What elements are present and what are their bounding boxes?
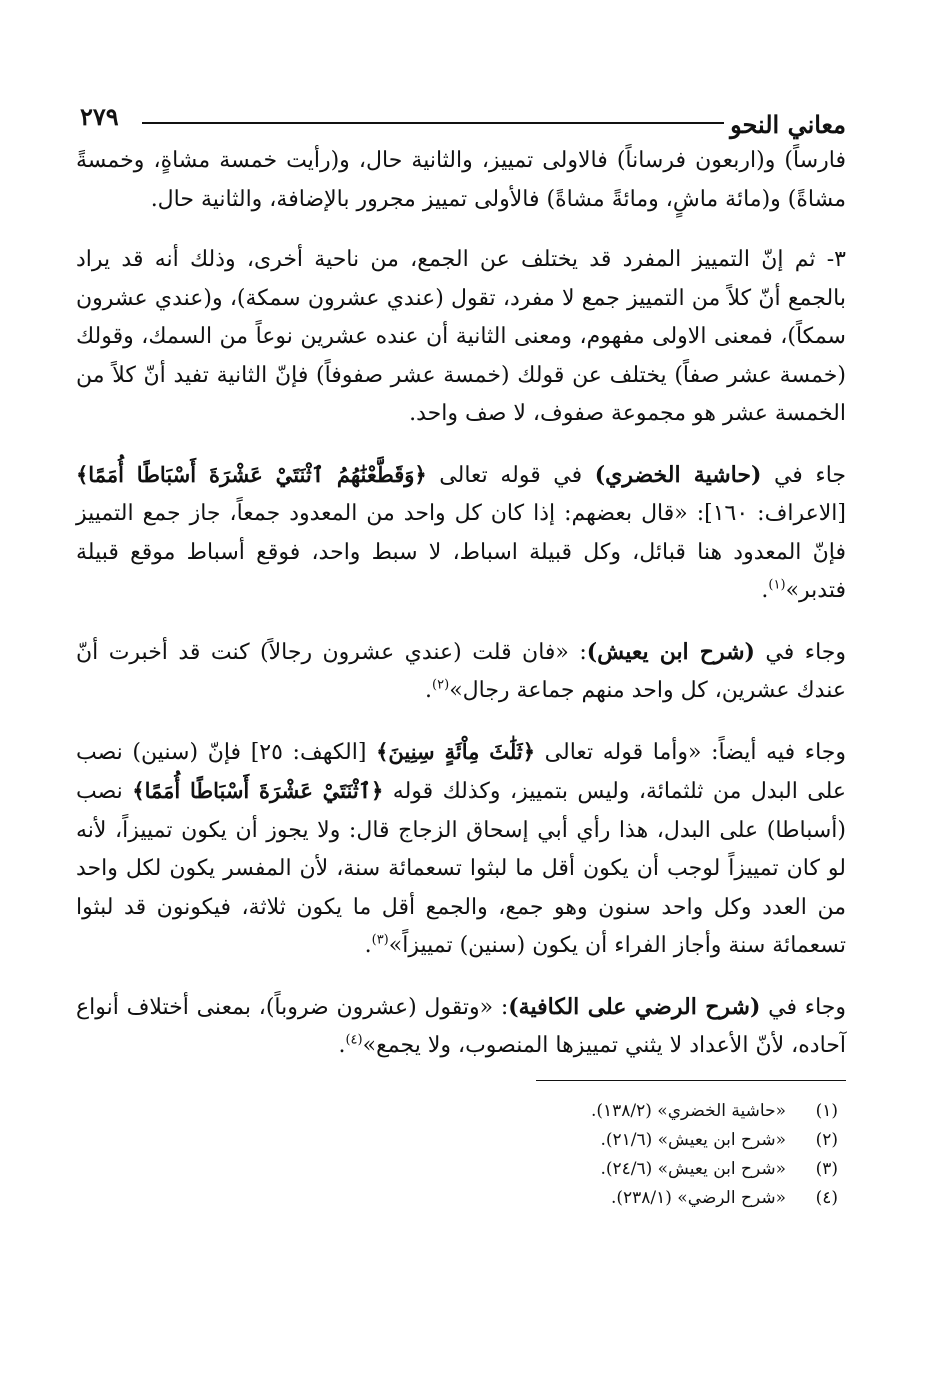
paragraph-2-text: ٣- ثم إنّ التمييز المفرد قد يختلف عن الجمع، من ناحية أخرى، وذلك أنه قد يراد بالجمع أنّ كلاً من التمييز جمع لا مفرد، تقول (عندي عشرون سمكة)، و(عندي عشرون سمكاً)، فمعنى الاولى مفهوم، ومعنى الثانية أن عنده عشرين نوعاً من السمك، وقولك (خمسة عشر صفاً) يختلف عن قولك (خمسة عشر صفوفاً) فإنّ الثانية تفيد أنّ كلاً من الخمسة عشر هو مجموعة صفوف، لا صف واحد. bbox=[76, 247, 846, 426]
footnote-separator bbox=[536, 1080, 846, 1081]
paragraph-5 bbox=[76, 733, 846, 966]
paragraph-4 bbox=[76, 633, 846, 711]
page-number: ٢٧٩ bbox=[80, 102, 119, 131]
paragraph-3-rest: [الاعراف: ١٦٠]: «قال بعضهم: إذا كان كل واحد من المعدود جمعاً، جاز جمع التمييز فإنّ المعدود هنا قبائل، وكل قبيلة اسباط، لا سبط واحد، فوقع أسباط موقع قبيلة فتدبر» bbox=[76, 501, 846, 603]
header-rule bbox=[142, 122, 724, 124]
footnote-text: «شرح ابن يعيش» (٢٤/٦). bbox=[600, 1158, 786, 1179]
paragraph-3-mid: في قوله تعالى bbox=[439, 462, 583, 488]
footnote-number: (١) bbox=[815, 1100, 838, 1121]
paragraph-6-rest: : «وتقول (عشرون ضروباً)، بمعنى أختلاف أنواع آحاده، لأنّ الأعداد لا يثني تمييزها المنصوب، ولا يجمع» bbox=[76, 994, 846, 1058]
footnote-number: (٤) bbox=[815, 1187, 838, 1208]
paragraph-6-end: . bbox=[338, 1033, 346, 1058]
footnote-number: (٢) bbox=[815, 1129, 838, 1150]
page-header bbox=[76, 96, 846, 142]
quran-verse: ﴿ٱثْنَتَيْ عَشْرَةَ أَسْبَاطًا أُمَمًا﴾ bbox=[132, 778, 384, 803]
footnotes bbox=[76, 1097, 838, 1213]
quran-verse: ﴿ثَلَٰثَ مِاْئَةٍ سِنِينَ﴾ bbox=[376, 738, 536, 764]
paragraph-5-intro: وجاء فيه أيضاً: «وأما قوله تعالى bbox=[544, 739, 847, 765]
footnote-text: «حاشية الخضري» (١٣٨/٢). bbox=[590, 1100, 786, 1121]
footnote-3 bbox=[76, 1155, 838, 1184]
footnote-marker: (٤) bbox=[345, 1032, 363, 1048]
paragraph-3-intro: جاء في bbox=[773, 462, 846, 488]
footnote-number: (٣) bbox=[815, 1158, 838, 1179]
footnote-1 bbox=[76, 1097, 838, 1126]
source-title: (شرح ابن يعيش) bbox=[586, 638, 755, 665]
source-title: (حاشية الخضري) bbox=[594, 461, 762, 488]
footnote-marker: (٢) bbox=[432, 677, 450, 693]
book-page bbox=[76, 96, 846, 1336]
paragraph-2 bbox=[76, 241, 846, 434]
source-title: (شرح الرضي على الكافية) bbox=[508, 993, 761, 1020]
footnote-text: «شرح الرضي» (٢٣٨/١). bbox=[610, 1187, 786, 1208]
paragraph-6-intro: وجاء في bbox=[768, 994, 846, 1020]
paragraph-6 bbox=[76, 988, 846, 1066]
footnote-marker: (١) bbox=[768, 577, 786, 593]
footnote-text: «شرح ابن يعيش» (٢١/٦). bbox=[600, 1129, 786, 1150]
paragraph-5-mid: [الكهف: ٢٥] فإنّ (سنين) نصب على البدل من ثلثمائة، وليس بتمييز، وكذلك قوله bbox=[76, 739, 847, 804]
paragraph-3-end: . bbox=[761, 578, 769, 603]
footnote-marker: (٣) bbox=[371, 932, 389, 948]
paragraph-4-intro: وجاء في bbox=[765, 639, 846, 665]
footnote-4 bbox=[76, 1184, 838, 1213]
paragraph-5-rest: نصب (أسباطا) على البدل، هذا رأي أبي إسحاق الزجاج قال: ولا يجوز أن يكون تمييزاً، لأنه لو كان تمييزاً لوجب أن يكون أقل ما لبثوا تسعمائة سنة، لأن المفسر يكون لكل واحد من العدد وكل واحد سنون وهو جمع، والجمع أقل ما يكون ثلاثة، فيكونون قد لبثوا تسعمائة سنة وأجاز الفراء أن يكون (سنين) تمييزاً» bbox=[76, 779, 846, 958]
paragraph-4-rest: : «فان قلت (عندي عشرون رجالاً) كنت قد أخبرت أنّ عندك عشرين، كل واحد منهم جماعة رجال» bbox=[76, 639, 846, 703]
running-title: معاني النحو bbox=[730, 110, 846, 139]
paragraph-1-text: فارساً) و(اربعون فرساناً) فالاولى تمييز، والثانية حال، و(رأيت خمسة مشاةٍ، وخمسةً مشاةً) و(مائة ماشٍ، ومائةً مشاةً) فالأولى تمييز مجرور بالإضافة، والثانية حال. bbox=[76, 148, 846, 212]
paragraph-3 bbox=[76, 456, 846, 611]
footnote-2 bbox=[76, 1126, 838, 1155]
paragraph-4-end: . bbox=[425, 678, 433, 703]
paragraph-5-end: . bbox=[364, 933, 372, 958]
body-text bbox=[76, 142, 846, 1066]
paragraph-1 bbox=[76, 142, 846, 219]
quran-verse: ﴿وَقَطَّعْنَٰهُمُ ٱثْنَتَيْ عَشْرَةَ أَسْبَاطًا أُمَمًا﴾ bbox=[76, 461, 427, 487]
